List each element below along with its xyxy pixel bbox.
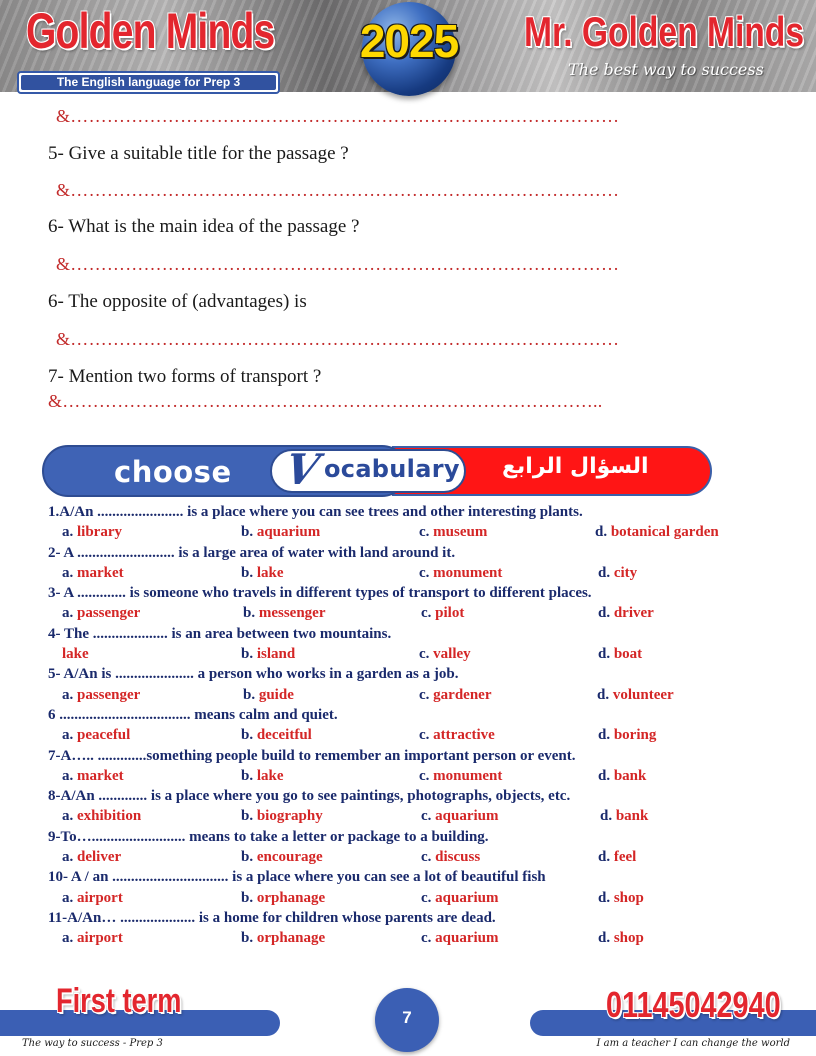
option-b: b. guide: [243, 686, 294, 703]
option-d: d. shop: [598, 930, 644, 947]
mcq-options: [48, 888, 788, 908]
mcq-options: [48, 563, 788, 583]
mcq-question: 7-A….. .............something people build to remember an important person or event.: [48, 747, 576, 764]
mcq-item: [48, 502, 788, 543]
choose-label: choose: [114, 455, 232, 489]
option-a: a. deliver: [62, 849, 122, 866]
vocabulary-v-letter: V: [281, 445, 323, 494]
mcq-options: [48, 766, 788, 786]
mcq-options: [48, 847, 788, 867]
option-c: c. pilot: [421, 605, 465, 622]
phone-number: 01145042940: [606, 984, 781, 1025]
option-d: d. botanical garden: [595, 524, 719, 541]
mcq-item: [48, 786, 788, 827]
option-c: c. aquarium: [421, 889, 499, 906]
option-b: b. orphanage: [241, 930, 326, 947]
option-a: a. exhibition: [62, 808, 142, 825]
option-b: b. lake: [241, 767, 284, 784]
mcq-options: [48, 685, 788, 705]
mcq-item: [48, 583, 788, 624]
footer-right-caption: I am a teacher I can change the world: [596, 1038, 790, 1049]
option-d: d. boat: [598, 646, 643, 663]
term-label: First term: [56, 982, 182, 1020]
option-d: d. feel: [598, 849, 637, 866]
mcq-item: [48, 827, 788, 868]
answer-line: &………………………………………………………………………………: [56, 329, 620, 349]
option-c: c. aquarium: [421, 808, 499, 825]
option-b: b. biography: [241, 808, 323, 825]
option-a: a. airport: [62, 930, 123, 947]
mcq-item: [48, 664, 788, 705]
option-d: d. shop: [598, 889, 644, 906]
mcq-question: 8-A/An ............. is a place where you go to see paintings, photographs, objects, etc.: [48, 788, 571, 805]
option-c: c. monument: [419, 767, 503, 784]
question-6-main-idea: 6- What is the main idea of the passage ?: [48, 216, 360, 237]
option-c: c. valley: [419, 646, 471, 663]
brand-logo-left: Golden Minds: [26, 3, 275, 59]
option-a: a. airport: [62, 889, 123, 906]
option-c: c. attractive: [419, 727, 495, 744]
option-a: lake: [62, 646, 89, 663]
mcq-list: [48, 502, 788, 949]
mcq-question: 10- A / an ............................... is a place where you can see a lot of beautiful fish: [48, 869, 546, 886]
mcq-options: [48, 522, 788, 542]
mcq-question: 3- A ............. is someone who travels in different types of transport to different places.: [48, 585, 592, 602]
mcq-question: 2- A .......................... is a large area of water with land around it.: [48, 544, 456, 561]
answer-line: &……………………………………………………………………………..: [48, 391, 603, 411]
mcq-item: [48, 746, 788, 787]
option-d: d. city: [598, 564, 638, 581]
footer-left-caption: The way to success - Prep 3: [22, 1038, 163, 1049]
option-a: a. library: [62, 524, 122, 541]
tagline: The best way to success: [568, 60, 764, 79]
mcq-item: [48, 908, 788, 949]
option-c: c. monument: [419, 564, 503, 581]
option-a: a. passenger: [62, 605, 141, 622]
year-label: 2025: [359, 15, 459, 67]
mcq-item: [48, 624, 788, 665]
answer-line: &………………………………………………………………………………: [56, 254, 620, 274]
option-c: c. gardener: [419, 686, 492, 703]
mcq-question: 5- A/An is ..................... a person who works in a garden as a job.: [48, 666, 459, 683]
mcq-options: [48, 928, 788, 948]
mcq-question: 9-To…......................... means to take a letter or package to a building.: [48, 828, 489, 845]
subtitle-text: The English language for Prep 3: [21, 75, 276, 90]
mcq-question: 4- The .................... is an area between two mountains.: [48, 625, 392, 642]
mcq-item: [48, 705, 788, 746]
mcq-item: [48, 543, 788, 584]
option-b: b. orphanage: [241, 889, 326, 906]
mcq-options: [48, 806, 788, 826]
option-b: b. messenger: [243, 605, 326, 622]
mcq-item: [48, 867, 788, 908]
question-7: 7- Mention two forms of transport ?: [48, 366, 322, 387]
header-banner: [0, 0, 816, 92]
option-d: d. driver: [598, 605, 654, 622]
answer-line: &………………………………………………………………………………: [56, 106, 620, 126]
option-c: c. museum: [419, 524, 488, 541]
arabic-section-title: السؤال الرابع: [502, 454, 649, 479]
option-d: d. boring: [598, 727, 657, 744]
mcq-options: [48, 644, 788, 664]
option-b: b. aquarium: [241, 524, 321, 541]
question-5: 5- Give a suitable title for the passage ?: [48, 143, 349, 164]
option-a: a. market: [62, 564, 124, 581]
mcq-options: [48, 725, 788, 745]
option-a: a. passenger: [62, 686, 141, 703]
option-b: b. encourage: [241, 849, 323, 866]
option-b: b. island: [241, 646, 296, 663]
question-6-opposite: 6- The opposite of (advantages) is: [48, 291, 307, 312]
option-b: b. lake: [241, 564, 284, 581]
option-c: c. aquarium: [421, 930, 499, 947]
option-b: b. deceitful: [241, 727, 312, 744]
option-d: d. bank: [600, 808, 649, 825]
option-a: a. peaceful: [62, 727, 131, 744]
section-banner: [42, 445, 714, 497]
mcq-question: 1.A/An ....................... is a place where you can see trees and other interesting plants.: [48, 504, 583, 520]
option-d: d. bank: [598, 767, 647, 784]
vocabulary-label: ocabulary: [324, 455, 460, 483]
option-c: c. discuss: [421, 849, 481, 866]
subtitle-bar: [17, 71, 280, 94]
answer-line: &………………………………………………………………………………: [56, 180, 620, 200]
mcq-question: 11-A/An… .................... is a home for children whose parents are dead.: [48, 909, 496, 926]
mcq-options: [48, 603, 788, 623]
mcq-question: 6 ................................... means calm and quiet.: [48, 706, 338, 723]
brand-logo-right: Mr. Golden Minds: [523, 8, 804, 55]
option-d: d. volunteer: [597, 686, 674, 703]
option-a: a. market: [62, 767, 124, 784]
page-number: 7: [402, 1008, 412, 1027]
